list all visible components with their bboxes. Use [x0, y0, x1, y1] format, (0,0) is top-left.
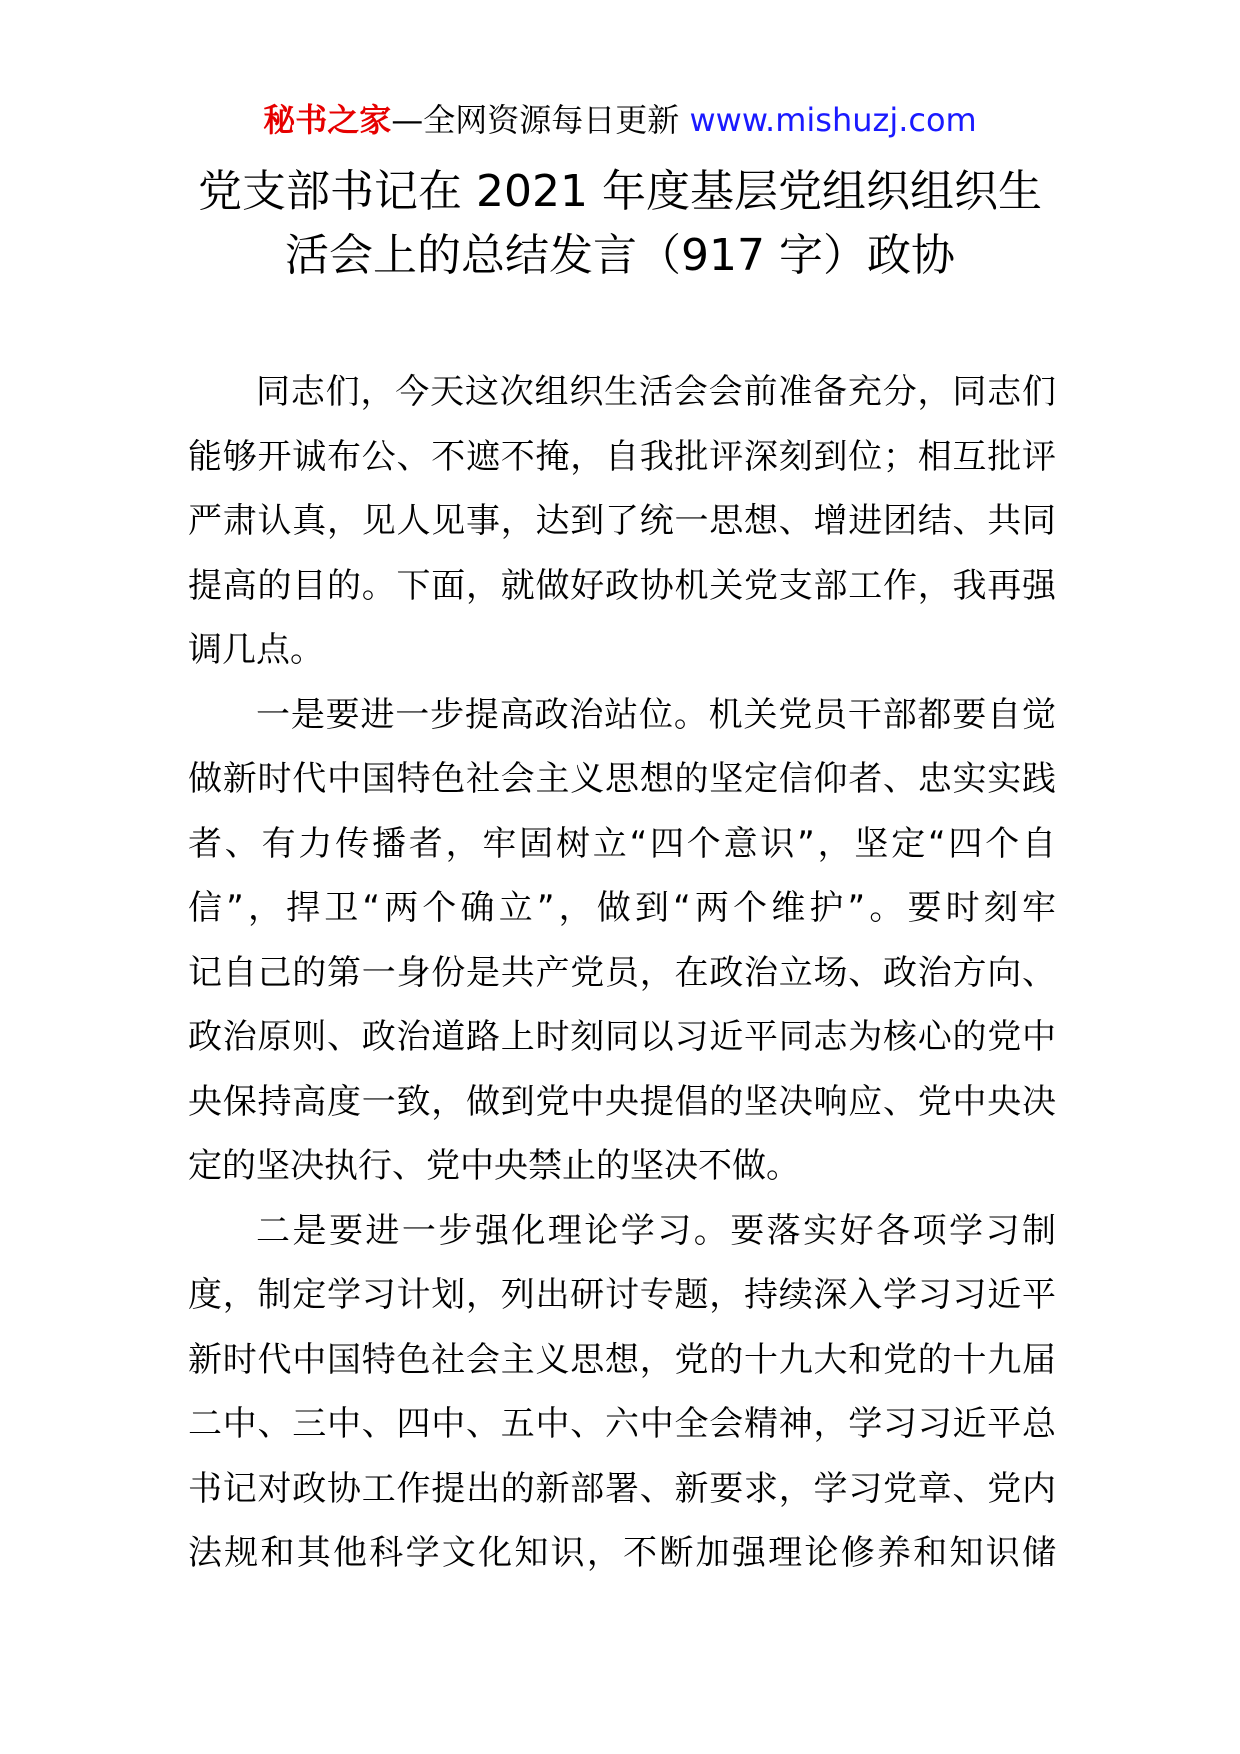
text-line: 信”，捍卫“两个确立”，做到“两个维护”。要时刻牢 — [188, 888, 1056, 928]
text-line: 严肃认真，见人见事，达到了统一思想、增进团结、共同 — [188, 501, 1056, 541]
document-body — [188, 360, 1056, 1586]
text-line: 一是要进一步提高政治站位。机关党员干部都要自觉 — [256, 694, 1056, 735]
text-line: 做新时代中国特色社会主义思想的坚定信仰者、忠实实践 — [188, 759, 1056, 799]
brand-name: 秘书之家 — [263, 101, 392, 139]
text-line: 度，制定学习计划，列出研讨专题，持续深入学习习近平 — [188, 1275, 1056, 1315]
text-line: 法规和其他科学文化知识，不断加强理论修养和知识储 — [188, 1533, 1056, 1573]
text-line: 新时代中国特色社会主义思想，党的十九大和党的十九届 — [188, 1339, 1056, 1380]
text-line: 能够开诚布公、不遮不掩，自我批评深刻到位；相互批评 — [188, 436, 1056, 477]
site-header — [0, 100, 1240, 140]
text-line: 二是要进一步强化理论学习。要落实好各项学习制 — [256, 1210, 1056, 1251]
text-line: 调几点。 — [188, 630, 324, 670]
paragraph-point-two — [188, 1199, 1056, 1586]
document-title — [180, 160, 1060, 288]
title-line-2: 活会上的总结发言（917 字）政协 — [285, 230, 955, 281]
brand-tagline: —全网资源每日更新 — [391, 101, 680, 139]
text-line: 政治原则、政治道路上时刻同以习近平同志为核心的党中 — [188, 1017, 1056, 1057]
text-line: 同志们，今天这次组织生活会会前准备充分，同志们 — [256, 372, 1056, 412]
text-line: 二中、三中、四中、五中、六中全会精神，学习习近平总 — [188, 1404, 1056, 1444]
text-line: 者、有力传播者，牢固树立“四个意识”，坚定“四个自 — [188, 823, 1056, 864]
text-line: 央保持高度一致，做到党中央提倡的坚决响应、党中央决 — [188, 1081, 1056, 1122]
text-line: 记自己的第一身份是共产党员，在政治立场、政治方向、 — [188, 952, 1056, 993]
title-line-1: 党支部书记在 2021 年度基层党组织组织生 — [198, 166, 1042, 217]
text-line: 书记对政协工作提出的新部署、新要求，学习党章、党内 — [188, 1468, 1056, 1509]
text-line: 提高的目的。下面，就做好政协机关党支部工作，我再强 — [188, 565, 1056, 606]
paragraph-intro — [188, 360, 1056, 683]
text-line: 定的坚决执行、党中央禁止的坚决不做。 — [188, 1146, 800, 1186]
site-url-link[interactable]: www.mishuzj.com — [689, 101, 977, 139]
paragraph-point-one — [188, 683, 1056, 1199]
